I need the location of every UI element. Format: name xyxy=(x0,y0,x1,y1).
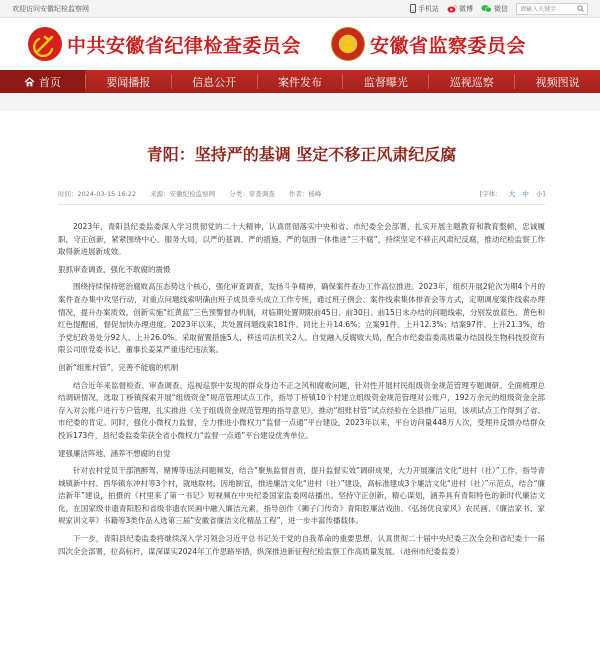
weibo-link[interactable] xyxy=(447,4,473,14)
meta-author: 作者：杨峰 xyxy=(288,190,322,198)
article-body xyxy=(58,221,545,558)
supervision-commission-title[interactable]: 安徽省监察委员会 xyxy=(370,34,527,57)
nav-item-label: 首页 xyxy=(38,75,61,89)
mobile-site-link[interactable] xyxy=(410,4,439,14)
mobile-site-label: 手机站 xyxy=(418,4,439,13)
site-header xyxy=(0,18,600,70)
meta-source: 来源：安徽纪检监察网 xyxy=(150,190,216,198)
article-subheading: 创新“组账村管”，完善不能腐的机制 xyxy=(58,362,179,372)
article-paragraph: 2023年，青阳县纪委监委深入学习贯彻党的二十大精神，认真贯彻落实中央和省、市纪委全会部署，扎实开展主题教育和教育整顿，忠诚履职，守正创新，紧紧围绕中心、服务大局，以严的基调、严的措施、严的氛围一体推进“三不腐”，持续坚定不移正风肃纪反腐，推动纪检监察工作取得新进展新成效。 xyxy=(58,222,545,257)
nav-item-info-disclosure[interactable] xyxy=(172,70,257,93)
article-paragraph: 针对农村党员干部酒醉驾、赌博等违法问题频发，结合“聚焦监督首责，提升监督实效”调研成果，大力开展廉洁文化“进村（社）”工作，指导青城镇新中村、酉华镇东冲村等3个村，就地取材、因地制宜，推进廉洁文化“进村（社）”建设，高标准建成3个廉洁文化“进村（社）”示范点，结合“廉洁新年”建设，拍摄的《村里来了第一书记》短视频在中央纪委国家监委网站播出。坚持守正创新，精心谋划，涵养具有青阳特色的新时代廉洁文化，在国家级非遗青阳腔和省级非遗农民画中融入廉洁元素，指导创作《狮子门传奇》青阳腔廉洁戏曲、《弘扬优良家风》农民画、《廉洁家书、家规家训文萃》书籍等3类作品入选第三届“安徽省廉洁文化精品工程”，进一步丰富传播载体。 xyxy=(58,466,545,526)
article-paragraph: 下一步，青阳县纪委监委将继续深入学习领会习近平总书记关于党的自我革命的重要思想，认真贯彻二十届中央纪委三次全会和省纪委十一届四次全会部署，拉高标杆，谋深谋实2024年工作思路举措，纵深推进新征程纪检监察工作高质量发展。（池州市纪委监委） xyxy=(58,534,545,556)
article-meta xyxy=(58,189,545,205)
search-input[interactable] xyxy=(516,3,588,15)
article-paragraph: 围绕持续保持惩治腐败高压态势这个核心，强化审查调查，发扬斗争精神，确保案件查办工作高位推进。2023年，组织开展2轮次为期4个月的案件查办集中攻坚行动，对重点问题线索明确由班子成员牵头成立工作专班，通过班子例会、案件线索集体排查会等方式，定期调度案件线索办理情况，提升办案质效。创新实施“红黄蓝”三色预警督办机制，对临期处置期限前45日、前30日、前15日未办结的问题线索，分别发放蓝色、黄色和红色提醒函，督促加快办理进度。2023年以来，共处置问题线索181件、同比上升14.6%；立案91件、上升12.3%；结案97件、上升21.3%，给予党纪政务处分92人、上升26.0%。采取留置措施5人，移送司法机关2人。自觉融入反腐败大局，配合市纪委监委高质量办结国投生物科技投资有限公司原党委书记、董事长姜某严重违纪违法案。 xyxy=(58,282,545,355)
wechat-link[interactable] xyxy=(481,4,508,14)
nav-item-label: 视频图说 xyxy=(535,75,580,89)
nav-item-label: 案件发布 xyxy=(278,75,322,89)
nav-item-label: 信息公开 xyxy=(192,75,237,89)
wechat-icon xyxy=(481,4,492,13)
topbar-links xyxy=(410,3,588,15)
font-size-large-button[interactable]: 大 xyxy=(508,190,516,198)
nav-item-label: 要闻播报 xyxy=(106,75,151,89)
weibo-icon xyxy=(447,4,457,13)
article-paragraph: 结合近年来监督检查、审查调查、巡视巡察中发现的群众身边不正之风和腐败问题，针对性开展村民组级资金规范管理专题调研。全面梳理总结调研情况，选取丁桥镇探索开展“组级资金”规范管理试点工作，指导丁桥镇10个村建立组级资金规范管理对公账户，192万余元的组级资金全部存入对公账户进行专户管理，扎实推进《关于组级资金规范管理的指导意见》，推动“组账村管”试点经验在全县推广运用，该项试点工作得到了省、市纪委的肯定。同时，强化小微权力监督，全力推进小微权力“监督一点通”平台建设，2023年以来，平台访问量448万人次，受理并反馈办结群众投诉173件，县纪委监委荣获全省小微权力“监督一点通”平台建设优秀单位。 xyxy=(58,380,545,440)
top-utility-bar xyxy=(0,0,600,18)
nav-item-inspection[interactable] xyxy=(429,70,514,93)
nav-item-label: 巡视巡察 xyxy=(449,75,494,89)
weibo-label: 微博 xyxy=(459,4,473,13)
mobile-icon xyxy=(410,4,416,13)
welcome-text: 欢迎访问安徽纪检监察网 xyxy=(12,4,89,13)
search-icon[interactable] xyxy=(577,5,584,12)
font-size-label: [字体： xyxy=(479,190,502,198)
font-size-medium-button[interactable]: 中 xyxy=(522,190,529,198)
article-title: 青阳：坚持严的基调 坚定不移正风肃纪反腐 xyxy=(146,145,457,164)
article-container xyxy=(58,130,545,563)
font-size-switcher xyxy=(475,189,545,198)
home-icon xyxy=(24,77,35,87)
meta-info xyxy=(58,189,333,198)
font-size-small-button[interactable]: 小] xyxy=(535,190,545,198)
main-navigation xyxy=(0,70,600,93)
nav-item-home[interactable] xyxy=(0,70,85,93)
party-commission-title[interactable]: 中共安徽省纪律检查委员会 xyxy=(67,34,302,57)
nav-item-label: 监督曝光 xyxy=(363,75,408,89)
article-subheading: 建强廉洁阵地，涵养不想腐的自觉 xyxy=(58,448,171,458)
nav-item-exposure[interactable] xyxy=(343,70,428,93)
national-emblem-icon xyxy=(331,27,365,61)
wechat-label: 微信 xyxy=(494,4,508,13)
meta-time: 时间：2024-03-15 16:22 xyxy=(58,190,137,198)
content-top-band xyxy=(0,93,600,111)
search-placeholder: 请输入关键字 xyxy=(520,6,557,13)
meta-category: 分类：审查调查 xyxy=(229,190,275,198)
nav-item-video[interactable] xyxy=(515,70,600,93)
party-emblem-icon xyxy=(28,27,62,61)
nav-item-news[interactable] xyxy=(86,70,171,93)
article-subheading: 狠抓审查调查，强化不敢腐的震慑 xyxy=(58,264,171,274)
nav-item-case-release[interactable] xyxy=(258,70,343,93)
